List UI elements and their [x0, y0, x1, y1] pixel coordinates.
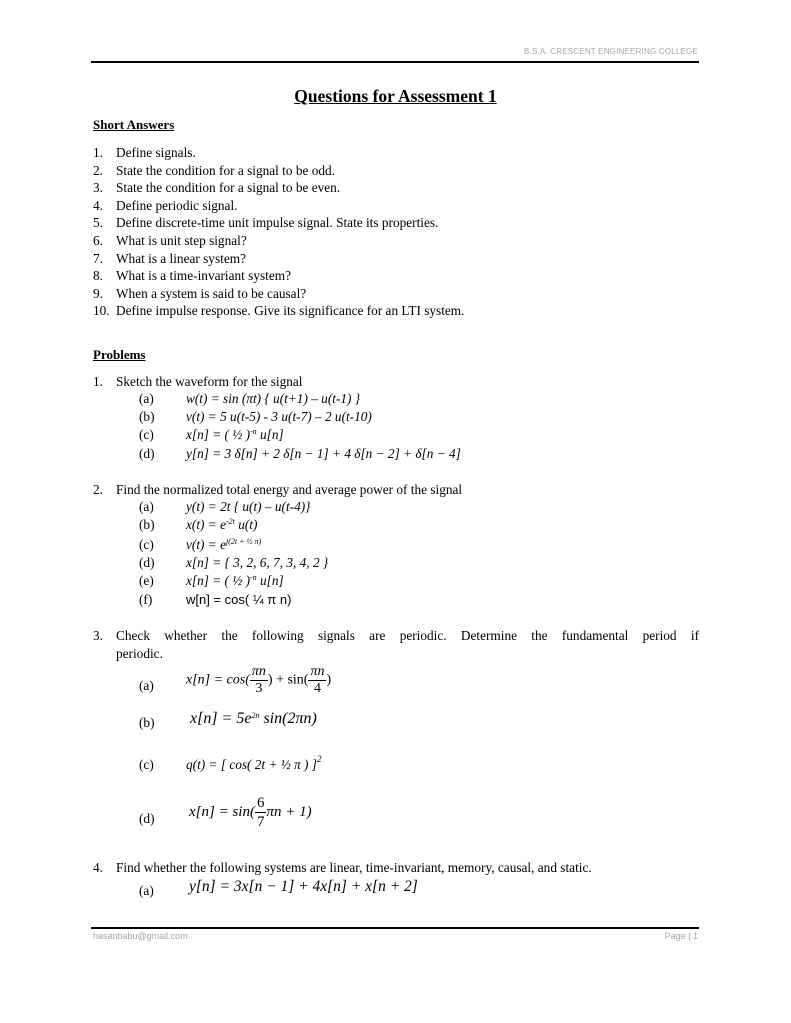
sa-text: What is unit step signal? [116, 233, 247, 248]
sa-num: 4. [93, 197, 103, 213]
q3-sub-label: (c) [139, 757, 154, 772]
fraction-num: 6 [256, 795, 265, 811]
q2-sub-e [186, 573, 284, 589]
q2-b-tail: u(t) [234, 517, 258, 532]
header-college: B.S.A. CRESCENT ENGINEERING COLLEGE [523, 47, 698, 56]
footer-email: hasanbabu@gmail.com [93, 931, 188, 941]
q4-sub-a: y[n] = 3x[n − 1] + 4x[n] + x[n + 2] [189, 878, 418, 895]
problems-heading: Problems [93, 347, 146, 362]
q2-e-exp: -n [250, 573, 257, 582]
sa-text: What is a time-invariant system? [116, 268, 292, 284]
q2-b-exp: -2t [225, 517, 235, 526]
q2-sub-f: w[n] = cos( ¼ π n) [186, 592, 292, 607]
sa-num: 5. [93, 215, 103, 231]
page-title: Questions for Assessment 1 [294, 86, 497, 106]
q1-sub-label: (a) [139, 391, 154, 406]
fraction-den: 4 [313, 681, 321, 696]
q3-sub-d [189, 794, 312, 831]
q3-a-pre: x[n] = cos( [186, 672, 250, 688]
fraction-num: πn [251, 664, 266, 679]
q1-text: Sketch the waveform for the signal [116, 374, 303, 389]
q2-sub-label: (c) [139, 537, 154, 552]
footer-page-number: Page | 1 [664, 931, 698, 941]
sa-text: Define periodic signal. [116, 197, 238, 213]
q3-c-exp: 2 [316, 754, 322, 764]
q3-c-pre: q(t) = [ cos( 2t + ½ π ) ] [186, 757, 317, 772]
q3-a-mid: ) + sin( [267, 672, 309, 688]
fraction [255, 794, 267, 831]
q1-sub-label: (c) [139, 427, 154, 442]
sa-num: 7. [93, 250, 103, 266]
q1-sub-b: v(t) = 5 u(t-5) - 3 u(t-7) – 2 u(t-10) [186, 409, 372, 424]
q2-sub-c [186, 537, 261, 553]
q3-text-line1: Check whether the following signals are periodic. Determine the fundamental period if [116, 628, 699, 643]
q3-sub-a [186, 664, 331, 697]
q3-num: 3. [93, 628, 103, 643]
q4-text: Find whether the following systems are linear, time-invariant, memory, causal, and static. [116, 860, 592, 875]
q2-sub-label: (b) [139, 517, 155, 532]
q2-c-base: v(t) = e [186, 537, 226, 552]
q3-sub-label: (d) [139, 811, 155, 826]
q3-sub-label: (a) [139, 678, 154, 693]
sa-num: 9. [93, 285, 103, 301]
sa-num: 3. [93, 180, 103, 196]
q4-sub-label: (a) [139, 883, 154, 898]
sa-text: State the condition for a signal to be even. [116, 180, 341, 196]
q2-sub-b [186, 517, 257, 533]
q2-c-exp: j(2t + ½ π) [225, 537, 262, 546]
q2-sub-d: x[n] = { 3, 2, 6, 7, 3, 4, 2 } [186, 555, 329, 570]
q3-sub-c [186, 754, 322, 773]
q1-sub-c [186, 427, 284, 443]
sa-text: What is a linear system? [116, 250, 246, 266]
q3-sub-label: (b) [139, 715, 155, 730]
header-rule [91, 61, 699, 63]
footer-rule [91, 927, 699, 929]
q1-c-exp: -n [250, 427, 257, 436]
q1-sub-a: w(t) = sin (πt) { u(t+1) – u(t-1) } [186, 391, 361, 406]
q3-a-post: ) [326, 672, 332, 688]
q2-sub-label: (d) [139, 555, 155, 570]
sa-text: Define discrete-time unit impulse signal. State its properties. [116, 215, 439, 231]
sa-text: When a system is said to be causal? [116, 285, 307, 301]
q2-b-base: x(t) = e [186, 517, 226, 532]
q3-sub-b [190, 710, 317, 728]
q2-e-tail: u[n] [256, 573, 284, 588]
q2-e-base: x[n] = ( ½ ) [186, 573, 250, 588]
q2-num: 2. [93, 482, 103, 497]
q1-sub-label: (b) [139, 409, 155, 424]
q1-c-base: x[n] = ( ½ ) [186, 427, 250, 442]
q1-c-tail: u[n] [256, 427, 284, 442]
fraction-num: πn [310, 664, 325, 679]
q2-sub-a: y(t) = 2t { u(t) – u(t-4)} [186, 499, 311, 514]
q2-sub-label: (e) [139, 573, 154, 588]
sa-num: 6. [93, 233, 103, 248]
q3-b-post: sin(2πn) [259, 710, 317, 727]
q2-sub-label: (a) [139, 499, 154, 514]
sa-num: 1. [93, 145, 103, 160]
q3-d-post: πn + 1) [266, 803, 312, 820]
fraction [250, 664, 268, 697]
q2-sub-label: (f) [139, 592, 153, 607]
sa-num: 8. [93, 268, 103, 284]
sa-num: 2. [93, 162, 103, 178]
fraction-den: 3 [255, 681, 263, 696]
sa-text: State the condition for a signal to be odd. [116, 162, 335, 178]
q1-sub-label: (d) [139, 446, 155, 461]
q3-text-line2: periodic. [116, 646, 163, 661]
q2-text: Find the normalized total energy and average power of the signal [116, 482, 463, 497]
q3-d-pre: x[n] = sin( [189, 803, 255, 820]
q3-b-pre: x[n] = 5e [190, 710, 252, 727]
q1-sub-d: y[n] = 3 δ[n] + 2 δ[n − 1] + 4 δ[n − 2] + δ[n − 4] [186, 446, 461, 461]
sa-num: 10. [93, 303, 110, 319]
q4-num: 4. [93, 860, 103, 875]
q1-num: 1. [93, 374, 103, 389]
fraction [308, 664, 326, 697]
q3-b-exp: 2n [251, 711, 260, 720]
fraction-den: 7 [256, 814, 265, 830]
short-answers-heading: Short Answers [93, 117, 175, 132]
sa-text: Define impulse response. Give its significance for an LTI system. [116, 303, 465, 319]
sa-text: Define signals. [116, 145, 196, 160]
